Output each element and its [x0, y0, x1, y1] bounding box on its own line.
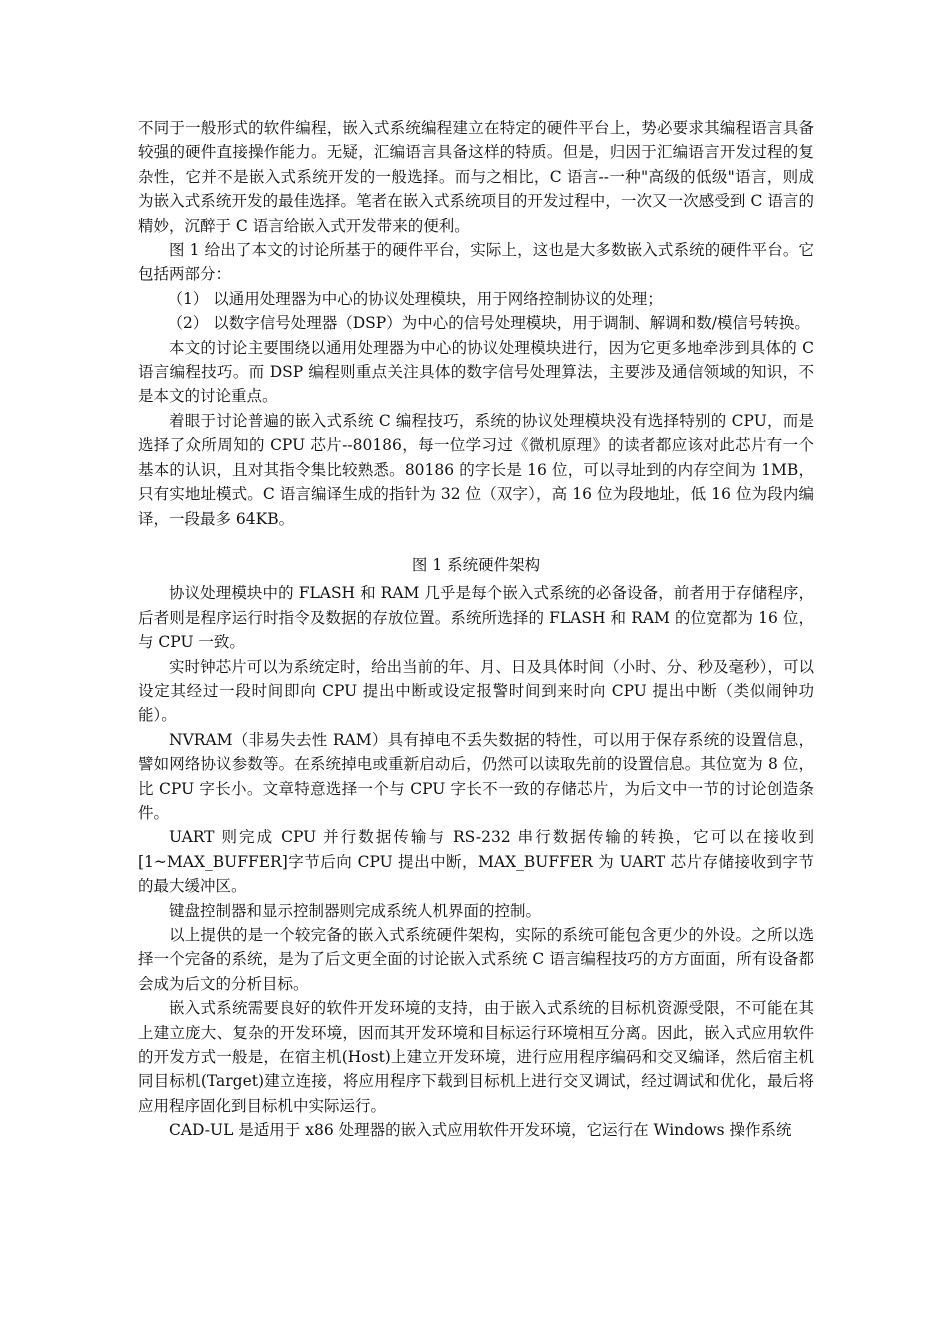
paragraph-architecture: 以上提供的是一个较完备的嵌入式系统硬件架构，实际的系统可能包含更少的外设。之所以选择一个完备的系统，是为了后文更全面的讨论嵌入式系统 C 语言编程技巧的方方面面，所有设备都会成为后文的分析目标。: [138, 926, 814, 993]
paragraph-nvram: NVRAM（非易失去性 RAM）具有掉电不丢失数据的特性，可以用于保存系统的设置信息，譬如网络协议参数等。在系统掉电或重新启动后，仍然可以读取先前的设置信息。其位宽为 8 位，比 CPU 字长小。文章特意选择一个与 CPU 字长不一致的存储芯片，为后文中一节的讨论创造条件。: [138, 730, 814, 822]
figure-caption: 图 1 系统硬件架构: [411, 555, 541, 574]
paragraph-cpu: 着眼于讨论普遍的嵌入式系统 C 编程技巧，系统的协议处理模块没有选择特别的 CPU，而是选择了众所周知的 CPU 芯片--80186，每一位学习过《微机原理》的读者都应该对此芯片有一个基本的认识，且对其指令集比较熟悉。80186 的字长是 16 位，可以寻址到的内存空间为 1MB，只有实地址模式。C 语言编译生成的指针为 32 位（双字），高 16 位为段地址，低 16 位为段内编译，一段最多 64KB。: [138, 411, 814, 528]
paragraph-dev-environment: 嵌入式系统需要良好的软件开发环境的支持，由于嵌入式系统的目标机资源受限，不可能在其上建立庞大、复杂的开发环境，因而其开发环境和目标运行环境相互分离。因此，嵌入式应用软件的开发方式一般是，在宿主机(Host)上建立开发环境，进行应用程序编码和交叉编译，然后宿主机同目标机(Target)建立连接，将应用程序下载到目标机上进行交叉调试，经过调试和优化，最后将应用程序固化到目标机中实际运行。: [138, 999, 814, 1115]
document-body: [138, 116, 814, 1143]
paragraph-cad-ul: CAD-UL 是适用于 x86 处理器的嵌入式应用软件开发环境，它运行在 Windows 操作系统: [169, 1121, 792, 1140]
paragraph-keyboard-display: 键盘控制器和显示控制器则完成系统人机界面的控制。: [169, 901, 542, 920]
paragraph-uart: UART 则完成 CPU 并行数据传输与 RS-232 串行数据传输的转换，它可以在接收到[1~MAX_BUFFER]字节后向 CPU 提出中断，MAX_BUFFER 为 UART 芯片存储接收到字节的最大缓冲区。: [138, 828, 814, 896]
list-item-protocol-module: （1） 以通用处理器为中心的协议处理模块，用于网络控制协议的处理；: [167, 289, 663, 308]
paragraph-rtc: 实时钟芯片可以为系统定时，给出当前的年、月、日及具体时间（小时、分、秒及毫秒），可以设定其经过一段时间即向 CPU 提出中断或设定报警时间到来时向 CPU 提出中断（类似闹钟功能）。: [138, 657, 814, 725]
paragraph-intro: 不同于一般形式的软件编程，嵌入式系统编程建立在特定的硬件平台上，势必要求其编程语言具备较强的硬件直接操作能力。无疑，汇编语言具备这样的特质。但是，归因于汇编语言开发过程的复杂性，它并不是嵌入式系统开发的一般选择。而与之相比，C 语言--一种"高级的低级"语言，则成为嵌入式系统开发的最佳选择。笔者在嵌入式系统项目的开发过程中，一次又一次感受到 C 语言的精妙，沉醉于 C 语言给嵌入式开发带来的便利。: [138, 119, 814, 235]
list-item-dsp-module: （2） 以数字信号处理器（DSP）为中心的信号处理模块，用于调制、解调和数/模信号转换。: [167, 314, 810, 333]
paragraph-focus: 本文的讨论主要围绕以通用处理器为中心的协议处理模块进行，因为它更多地牵涉到具体的 C 语言编程技巧。而 DSP 编程则重点关注具体的数字信号处理算法，主要涉及通信领域的知识，不是本文的讨论重点。: [138, 338, 814, 406]
paragraph-platform: 图 1 给出了本文的讨论所基于的硬件平台，实际上，这也是大多数嵌入式系统的硬件平台。它包括两部分：: [138, 241, 814, 284]
paragraph-flash-ram: 协议处理模块中的 FLASH 和 RAM 几乎是每个嵌入式系统的必备设备，前者用于存储程序，后者则是程序运行时指令及数据的存放位置。系统所选择的 FLASH 和 RAM 的位宽都为 16 位，与 CPU 一致。: [138, 584, 814, 652]
